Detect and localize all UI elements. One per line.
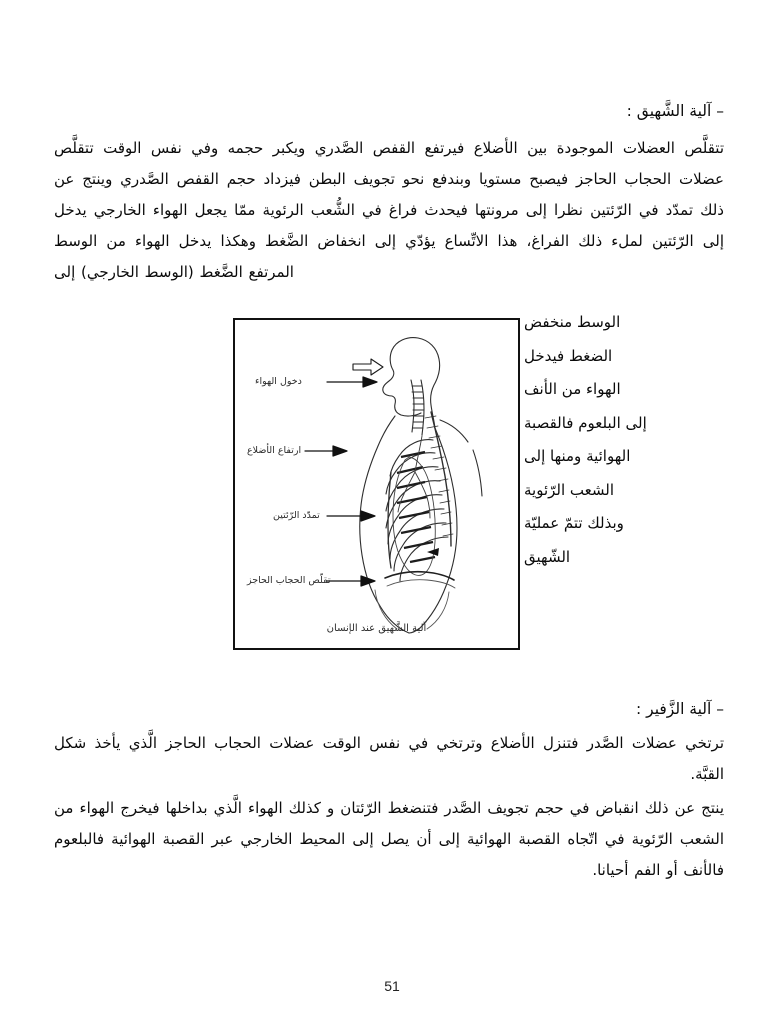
figure-label-air-entry: دخول الهواء bbox=[255, 376, 302, 387]
paragraph-exhalation-body-2: ينتج عن ذلك انقباض في حجم تجويف الصَّدر فتنضغط الرّئتان و كذلك الهواء الَّذي بداخلها فيخرج الهواء من الشعب الرّئوية في اتّجاه القصبة الهوائية إلى أن يصل إلى المحيط الخارجي عبر القصبة الهوائية فالبلعوم فالأنف أو الفم أحيانا. bbox=[54, 799, 724, 879]
side-column-line: إلى البلعوم فالقصبة bbox=[524, 413, 647, 432]
side-column-line: الهواء من الأنف bbox=[524, 380, 621, 398]
side-column-line: الضغط فيدخل bbox=[524, 346, 613, 365]
figure-canvas bbox=[235, 320, 518, 648]
side-column-line: الشعب الرّئوية bbox=[524, 480, 615, 499]
section-heading-inhalation: – آلية الشَّهيق : bbox=[626, 102, 724, 120]
side-column-line: الوسط منخفض bbox=[524, 313, 621, 331]
figure-label-rib-elevation: ارتفاع الأضلاع bbox=[247, 445, 302, 456]
side-column-line: الشّهيق bbox=[524, 547, 571, 566]
paragraph-exhalation-body-1: ترتخي عضلات الصَّدر فتنزل الأضلاع وترتخي في نفس الوقت عضلات الحجاب الحاجز الَّذي يأخذ شكل القبَّة. bbox=[54, 734, 724, 783]
section-heading-exhalation: – آلية الزَّفير : bbox=[636, 700, 724, 718]
side-column-line: وبذلك تتمّ عمليّة bbox=[524, 514, 624, 532]
figure-caption: آلية الشَّهيق عند الإنسان bbox=[326, 623, 427, 634]
paragraph-inhalation-body: تتقلَّص العضلات الموجودة بين الأضلاع فيرتفع القفص الصَّدري ويكبر حجمه وفي نفس الوقت تتقلَّص عضلات الحجاب الحاجز فيصبح مستويا وبندفع نحو تجويف البطن فيزداد حجم القفص الصَّدري وينتج عن ذلك تمدّد في الرّئتين نظرا إلى مرونتها فيحدث فراغ في الشُّعب الرئوية ممّا يجعل الهواء الخارجي يدخل إلى الرّئتين لملء ذلك الفراغ، هذا الاتِّساع يؤدّي إلى انخفاض الضَّغط وهكذا يدخل الهواء من الوسط المرتفع الضَّغط (الوسط الخارجي) إلى bbox=[54, 139, 724, 281]
anatomy-illustration-svg bbox=[235, 320, 518, 648]
side-column-line: الهوائية ومنها إلى bbox=[524, 447, 631, 465]
page-number: 51 bbox=[384, 978, 400, 994]
figure-label-diaphragm-contraction: تقلّص الحجاب الحاجز bbox=[247, 575, 331, 586]
figure-label-lung-expansion: تمدّد الرّئتين bbox=[273, 510, 320, 521]
figure-inhalation-diagram bbox=[233, 318, 520, 650]
side-column-inhalation-text bbox=[524, 306, 724, 574]
